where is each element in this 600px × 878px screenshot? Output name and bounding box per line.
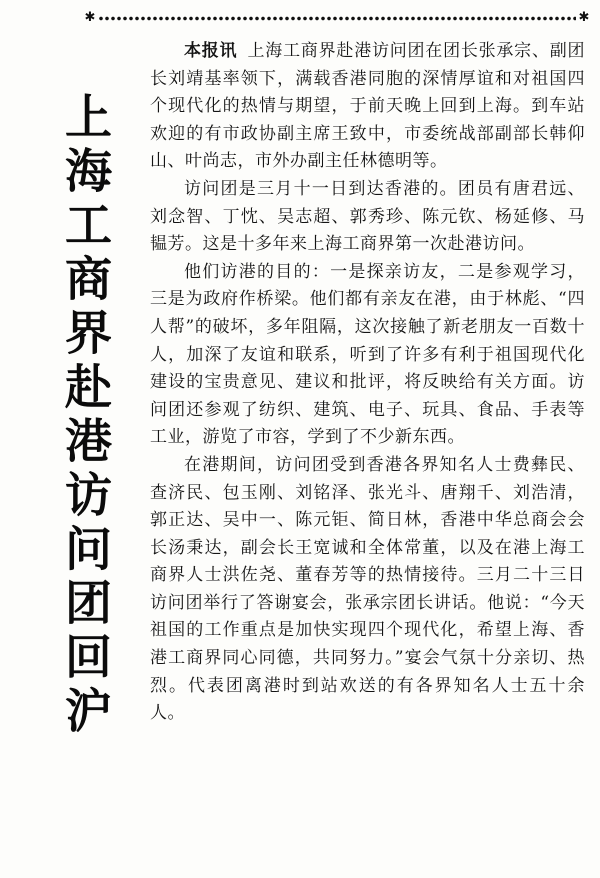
article-body bbox=[150, 38, 585, 728]
star-ornament-icon: ✱ bbox=[578, 10, 590, 25]
article-paragraph: 访问团是三月十一日到达香港的。团员有唐君远、刘念智、丁忱、吴志超、郭秀珍、陈元钦、杨延修、马韫芳。这是十多年来上海工商界第一次赴港访问。 bbox=[150, 178, 585, 255]
dateline: 本报讯 bbox=[184, 41, 238, 61]
article-paragraph bbox=[150, 38, 585, 176]
decorative-top-border bbox=[84, 10, 590, 25]
paragraph-text: 上海工商界赴港访问团在团长张承宗、副团长刘靖基率领下，满载香港同胞的深情厚谊和对祖国四个现代化的热情与期望，于前天晚上回到上海。到车站欢迎的有市政协副主席王致中，市委统战部副部长韩仰山、叶尚志，市外办副主任林德明等。 bbox=[150, 41, 586, 172]
article-paragraph: 他们访港的目的：一是探亲访友，二是参观学习，三是为政府作桥梁。他们都有亲友在港，由于林彪、“四人帮”的破坏，多年阻隔，这次接触了新老朋友一百数十人，加深了友谊和联系，听到了许多有利于祖国现代化建设的宝贵意见、建议和批评，将反映给有关方面。访问团还参观了纺织、建筑、电子、玩具、食品、手表等工业，游览了市容，学到了不少新东西。 bbox=[150, 261, 585, 448]
article-paragraph: 在港期间，访问团受到香港各界知名人士费彝民、查济民、包玉刚、刘铭泽、张光斗、唐翔千、刘浩清，郭正达、吴中一、陈元钜、简日林，香港中华总商会会长汤秉达，副会长王宽诚和全体常董，以及在港上海工商界人士洪佐尧、董春芳等的热情接待。三月二十三日访问团举行了答谢宴会，张承宗团长讲话。他说：“今天祖国的工作重点是加快实现四个现代化，希望上海、香港工商界同心同德，共同努力。”宴会气氛十分亲切、热烈。代表团离港时到站欢送的有各界知名人士五十余人。 bbox=[150, 454, 585, 724]
star-ornament-icon: ✱ bbox=[84, 10, 96, 25]
headline: 上海工商界赴港访问团回沪 bbox=[57, 92, 112, 740]
wavy-rule bbox=[98, 16, 576, 21]
